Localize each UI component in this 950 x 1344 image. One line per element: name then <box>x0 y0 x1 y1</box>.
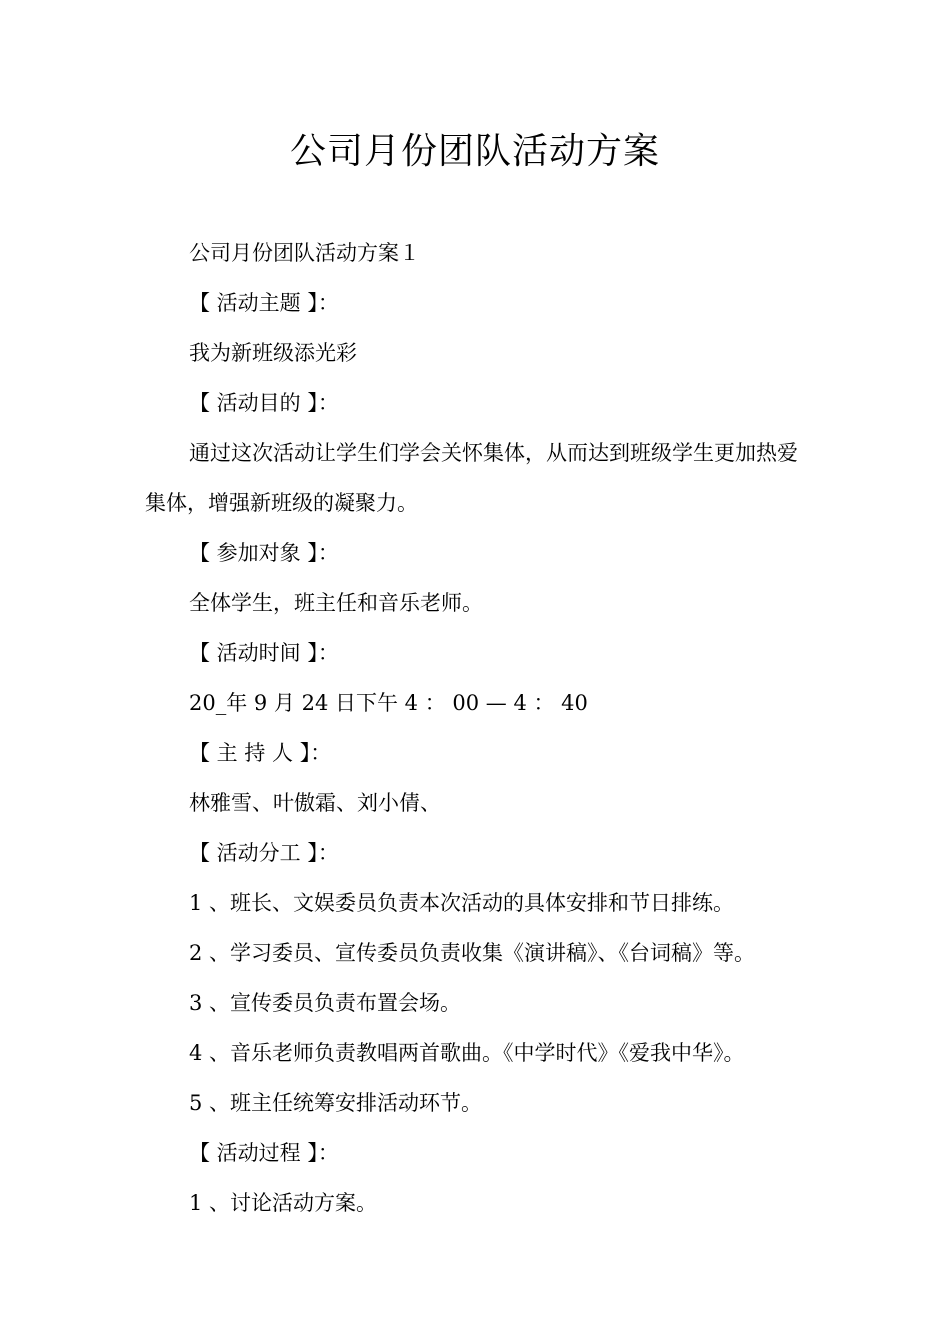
process-item-1: 1 、讨论活动方案。 <box>189 1191 378 1215</box>
theme-text: 我为新班级添光彩 <box>189 341 357 365</box>
label-time: 【 活动时间 】： <box>189 641 339 665</box>
host-text: 林雅雪、叶傲霜、刘小倩、 <box>189 791 441 815</box>
label-participants: 【 参加对象 】： <box>189 541 339 565</box>
label-process: 【 活动过程 】： <box>189 1141 339 1165</box>
division-item-4: 4 、音乐老师负责教唱两首歌曲。《中学时代》《爱我中华》。 <box>189 1041 745 1065</box>
division-item-3: 3 、宣传委员负责布置会场。 <box>189 991 462 1015</box>
purpose-text: 通过这次活动让学生们学会关怀集体，从而达到班级学生更加热爱集体，增强新班级的凝聚力。 <box>145 441 798 515</box>
division-item-5: 5 、班主任统筹安排活动环节。 <box>189 1091 483 1115</box>
document-body <box>145 228 810 1228</box>
label-theme: 【 活动主题 】： <box>189 291 339 315</box>
division-item-2: 2 、学习委员、宣传委员负责收集《演讲稿》、《台词稿》等。 <box>189 941 756 965</box>
time-text: 20_年 9 月 24 日下午 4 ： 00 — 4 ： 40 <box>189 691 588 715</box>
section-heading: 公司月份团队活动方案１ <box>189 241 420 265</box>
label-host: 【 主 持 人 】： <box>189 741 332 765</box>
label-purpose: 【 活动目的 】： <box>189 391 339 415</box>
participants-text: 全体学生，班主任和音乐老师。 <box>189 591 483 615</box>
label-division: 【 活动分工 】： <box>189 841 339 865</box>
division-item-1: 1 、班长、文娱委员负责本次活动的具体安排和节日排练。 <box>189 891 735 915</box>
document-title: 公司月份团队活动方案 <box>289 131 660 172</box>
